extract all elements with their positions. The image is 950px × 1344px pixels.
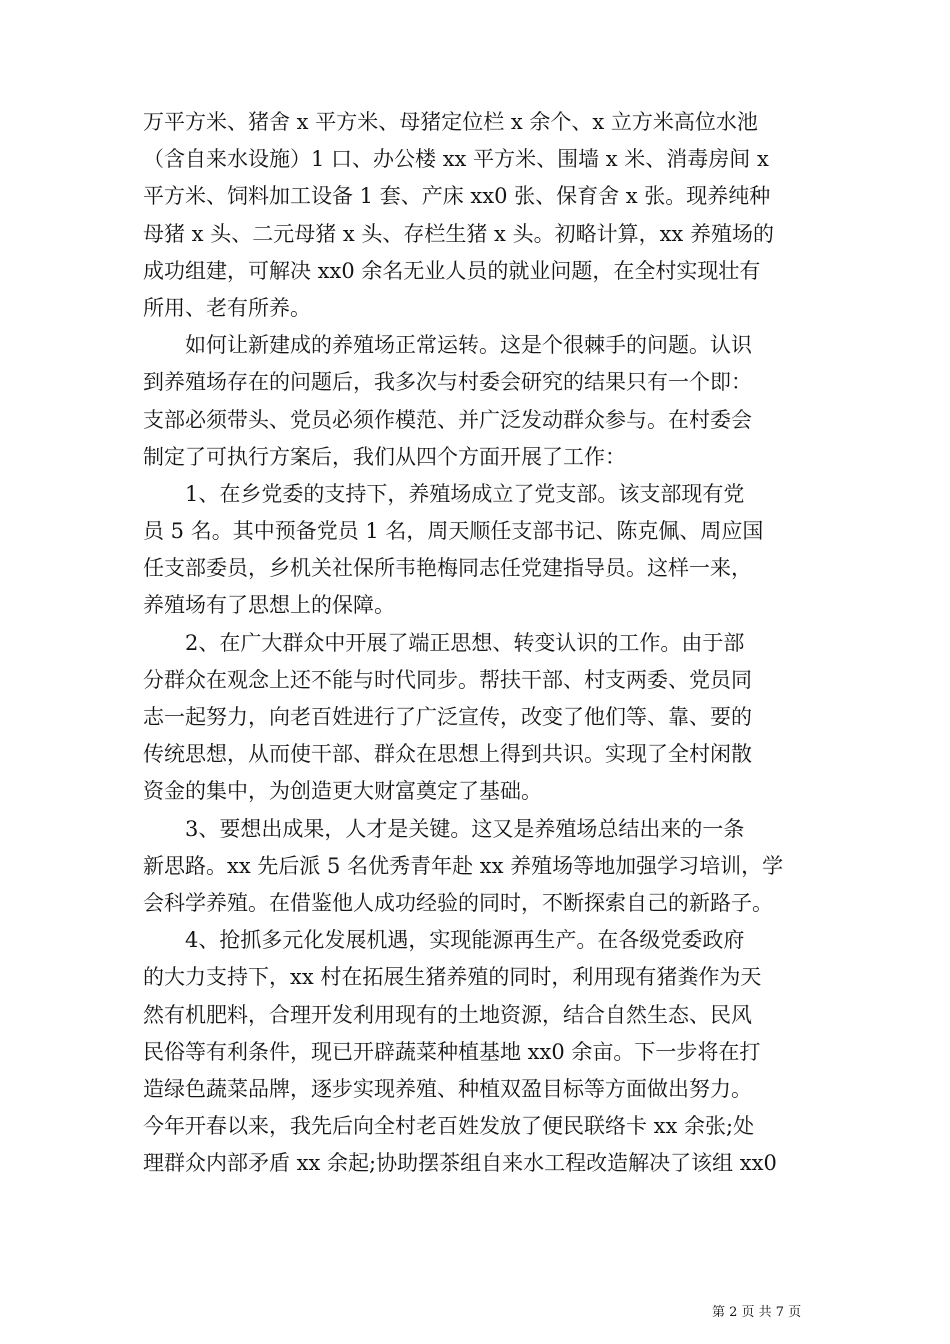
text-line: 志一起努力，向老百姓进行了广泛宣传，改变了他们等、靠、要的: [143, 705, 752, 729]
document-body: [143, 104, 833, 1182]
text-line: 民俗等有利条件，现已开辟蔬菜种植基地 xx0 余亩。下一步将在打: [143, 1039, 761, 1064]
text-line: 造绿色蔬菜品牌，逐步实现养殖、种植双盈目标等方面做出努力。: [143, 1076, 752, 1101]
text-line: 平方米、饲料加工设备 1 套、产床 xx0 张、保育舍 x 张。现养纯种: [143, 184, 771, 209]
text-line: 2、在广大群众中开展了端正思想、转变认识的工作。由于部: [143, 630, 745, 655]
text-line: 养殖场有了思想上的保障。: [143, 593, 395, 618]
text-line: 万平方米、猪舍 x 平方米、母猪定位栏 x 余个、x 立方米高位水池: [143, 110, 758, 134]
page-number: 第 2 页 共 7 页: [712, 1305, 802, 1320]
text-line: 成功组建，可解决 xx0 余名无业人员的就业问题，在全村实现壮有: [143, 258, 761, 283]
text-line: 员 5 名。其中预备党员 1 名，周天顺任支部书记、陈克佩、周应国: [143, 519, 764, 544]
text-line: （含自来水设施）1 口、办公楼 xx 平方米、围墙 x 米、消毒房间 x: [143, 147, 769, 172]
text-line: 分群众在观念上还不能与时代同步。帮扶干部、村支两委、党员同: [143, 667, 752, 692]
text-line: 如何让新建成的养殖场正常运转。这是个很棘手的问题。认识: [143, 333, 752, 358]
text-line: 资金的集中，为创造更大财富奠定了基础。: [143, 779, 542, 804]
text-line: 1、在乡党委的支持下，养殖场成立了党支部。该支部现有党: [143, 481, 745, 506]
text-line: 今年开春以来，我先后向全村老百姓发放了便民联络卡 xx 余张;处: [143, 1114, 755, 1139]
text-line: 3、要想出成果，人才是关键。这又是养殖场总结出来的一条: [143, 816, 745, 841]
text-line: 支部必须带头、党员必须作模范、并广泛发动群众参与。在村委会: [143, 407, 752, 432]
text-line: 新思路。xx 先后派 5 名优秀青年赴 xx 养殖场等地加强学习培训，学: [143, 853, 784, 878]
text-line: 4、抢抓多元化发展机遇，实现能源再生产。在各级党委政府: [143, 928, 745, 953]
text-line: 会科学养殖。在借鉴他人成功经验的同时，不断探索自己的新路子。: [143, 890, 773, 915]
text-line: 任支部委员，乡机关社保所韦艳梅同志任党建指导员。这样一来，: [143, 556, 752, 581]
text-line: 母猪 x 头、二元母猪 x 头、存栏生猪 x 头。初略计算，xx 养殖场的: [143, 221, 774, 246]
text-line: 制定了可执行方案后，我们从四个方面开展了工作：: [143, 444, 626, 469]
text-line: 然有机肥料，合理开发利用现有的土地资源，结合自然生态、民风: [143, 1002, 752, 1027]
text-line: 到养殖场存在的问题后，我多次与村委会研究的结果只有一个即：: [143, 370, 752, 395]
text-line: 传统思想，从而使干部、群众在思想上得到共识。实现了全村闲散: [143, 742, 752, 767]
text-line: 的大力支持下，xx 村在拓展生猪养殖的同时，利用现有猪粪作为天: [143, 965, 762, 990]
text-line: 所用、老有所养。: [143, 295, 311, 320]
text-line: 理群众内部矛盾 xx 余起;协助摆茶组自来水工程改造解决了该组 xx0: [143, 1151, 777, 1176]
